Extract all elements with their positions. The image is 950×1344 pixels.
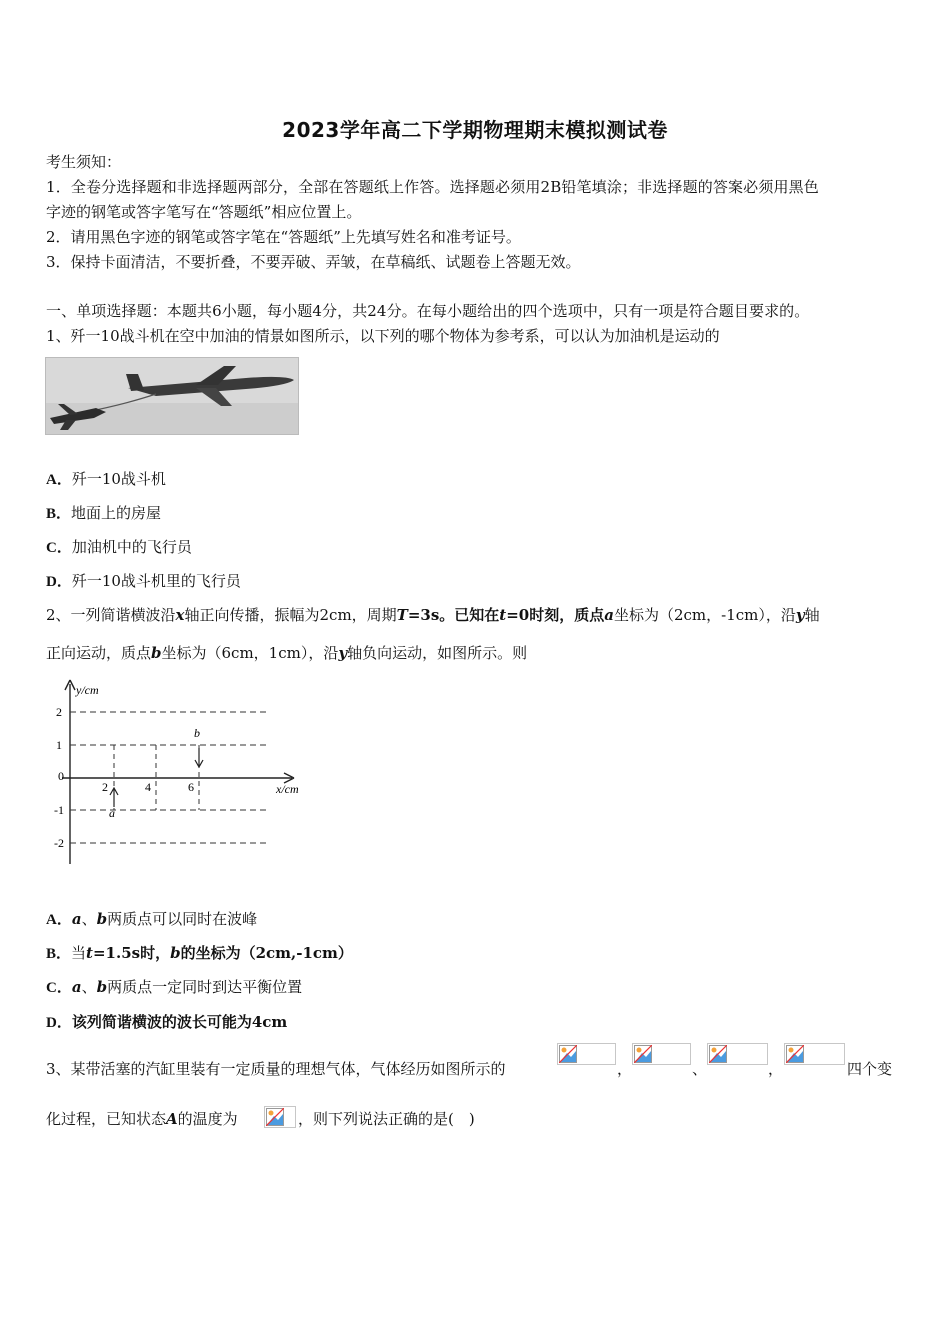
x-tick-2: 2 — [102, 780, 108, 794]
q3-var-A: A — [166, 1110, 178, 1128]
broken-image-icon — [784, 1043, 845, 1065]
q1-option-b-text: 地面上的房屋 — [71, 504, 162, 522]
q1-stem: 1、歼一10战斗机在空中加油的情景如图所示，以下列的哪个物体为参考系，可以认为加油机是运动的 — [46, 327, 720, 345]
q2-option-d-part: 该列简谐横波的波长可能为4cm — [71, 1013, 288, 1031]
q2-option-c-part: 、 — [81, 978, 97, 996]
q2-option-a-part: a — [71, 910, 82, 928]
q2-var-a: a — [604, 606, 614, 624]
q2-option-d[interactable] — [46, 1012, 287, 1033]
y-tick-1: 1 — [56, 738, 62, 752]
q1-option-d[interactable] — [46, 571, 241, 592]
broken-image-icon — [264, 1106, 296, 1128]
q3-text: 化过程，已知状态 — [46, 1110, 167, 1128]
y-tick-2: 2 — [56, 705, 62, 719]
q3-separator: ， — [768, 1060, 784, 1078]
q2-text: 轴 — [804, 606, 820, 624]
q3-stem-part-1: 3、某带活塞的汽缸里装有一定质量的理想气体，气体经历如图所示的 — [46, 1060, 506, 1078]
q2-var-t: t — [499, 606, 507, 624]
q2-text: 2、一列简谐横波沿 — [46, 606, 176, 624]
q2-text: =0时刻，质点 — [506, 606, 605, 624]
q1-option-c-text: 加油机中的飞行员 — [71, 538, 192, 556]
point-b-label: b — [194, 726, 200, 740]
q1-option-d-text: 歼一10战斗机里的飞行员 — [71, 572, 241, 590]
q1-option-a-label: A． — [46, 472, 72, 488]
q2-option-b-part: 当 — [71, 944, 87, 962]
q2-option-b-part: =1.5s时， — [92, 944, 171, 962]
q2-option-a-label: A． — [46, 912, 72, 928]
q2-option-b-part: 的坐标为（2cm,-1cm） — [180, 944, 353, 962]
y-axis-label: y/cm — [76, 683, 99, 697]
notice-line-1b: 字迹的钢笔或答字笔写在“答题纸”相应位置上。 — [46, 203, 362, 221]
notice-line-1a: 1．全卷分选择题和非选择题两部分，全部在答题纸上作答。选择题必须用2B铅笔填涂；非选择题的答案必须用黑色 — [46, 178, 819, 196]
q2-option-b-part: b — [170, 944, 181, 962]
q1-option-c-label: C． — [46, 540, 72, 556]
broken-image-icon — [632, 1043, 691, 1065]
q2-stem-line-2 — [46, 643, 527, 663]
x-tick-6: 6 — [188, 780, 194, 794]
q2-option-c[interactable] — [46, 977, 302, 998]
q2-option-a[interactable] — [46, 909, 257, 930]
q3-separator: 、 — [692, 1060, 708, 1078]
q2-option-a-part: b — [96, 910, 108, 928]
q2-option-c-label: C． — [46, 980, 72, 996]
q1-option-c[interactable] — [46, 537, 192, 558]
y-tick-neg2: -2 — [54, 836, 64, 850]
broken-image-icon — [557, 1043, 616, 1065]
q2-option-b[interactable] — [46, 943, 353, 964]
q2-text: 轴负向运动，如图所示。则 — [347, 644, 528, 662]
q2-option-a-part: 、 — [81, 910, 97, 928]
q2-var-y: y — [338, 644, 348, 662]
x-tick-4: 4 — [145, 780, 151, 794]
q2-option-d-label: D． — [46, 1015, 72, 1031]
broken-image-icon — [707, 1043, 768, 1065]
q3-stem-line-2 — [46, 1109, 238, 1129]
q1-option-a[interactable] — [46, 469, 166, 490]
point-a-label: a — [109, 806, 115, 820]
y-tick-0: 0 — [58, 769, 64, 783]
q2-option-c-part: a — [71, 978, 82, 996]
q2-text: =3s。已知在 — [407, 606, 500, 624]
q2-option-b-part: t — [86, 944, 93, 962]
q1-option-b[interactable] — [46, 503, 161, 524]
section-heading: 一、单项选择题：本题共6小题，每小题4分，共24分。在每小题给出的四个选项中，只有一项是符合题目要求的。 — [46, 302, 810, 320]
q2-text: 坐标为（2cm，-1cm），沿 — [613, 606, 796, 624]
y-tick-neg1: -1 — [54, 803, 64, 817]
q2-option-c-part: b — [96, 978, 108, 996]
point-b-arrow — [195, 748, 203, 767]
q2-text: 正向运动，质点 — [46, 644, 152, 662]
q2-var-T: T — [396, 606, 408, 624]
q2-text: 轴正向传播，振幅为2cm，周期 — [184, 606, 397, 624]
wave-graph — [44, 676, 314, 876]
q1-option-a-text: 歼一10战斗机 — [71, 470, 166, 488]
notice-heading: 考生须知： — [46, 153, 122, 171]
point-a-arrow — [110, 788, 118, 807]
notice-line-2: 2．请用黑色字迹的钢笔或答字笔在“答题纸”上先填写姓名和准考证号。 — [46, 228, 521, 246]
q3-stem-end: ，则下列说法正确的是( ) — [298, 1110, 475, 1128]
q2-option-c-part: 两质点一定同时到达平衡位置 — [107, 978, 303, 996]
page-title: 2023学年高二下学期物理期末模拟测试卷 — [282, 118, 668, 142]
q2-option-b-label: B． — [46, 946, 72, 962]
x-axis-label: x/cm — [276, 782, 299, 796]
q1-option-b-label: B． — [46, 506, 72, 522]
notice-line-3: 3．保持卡面清洁，不要折叠，不要弄破、弄皱，在草稿纸、试题卷上答题无效。 — [46, 253, 581, 271]
q3-stem-part-2: 四个变 — [847, 1060, 893, 1078]
refueling-photo — [45, 357, 299, 435]
q2-stem-line-1 — [46, 605, 820, 625]
q2-text: 坐标为（6cm，1cm），沿 — [161, 644, 339, 662]
q2-option-a-part: 两质点可以同时在波峰 — [107, 910, 258, 928]
q1-option-d-label: D． — [46, 574, 72, 590]
q3-separator: ， — [617, 1060, 633, 1078]
q3-text: 的温度为 — [177, 1110, 238, 1128]
q2-var-x: x — [175, 606, 185, 624]
q2-var-y: y — [795, 606, 805, 624]
q2-var-b: b — [151, 644, 162, 662]
